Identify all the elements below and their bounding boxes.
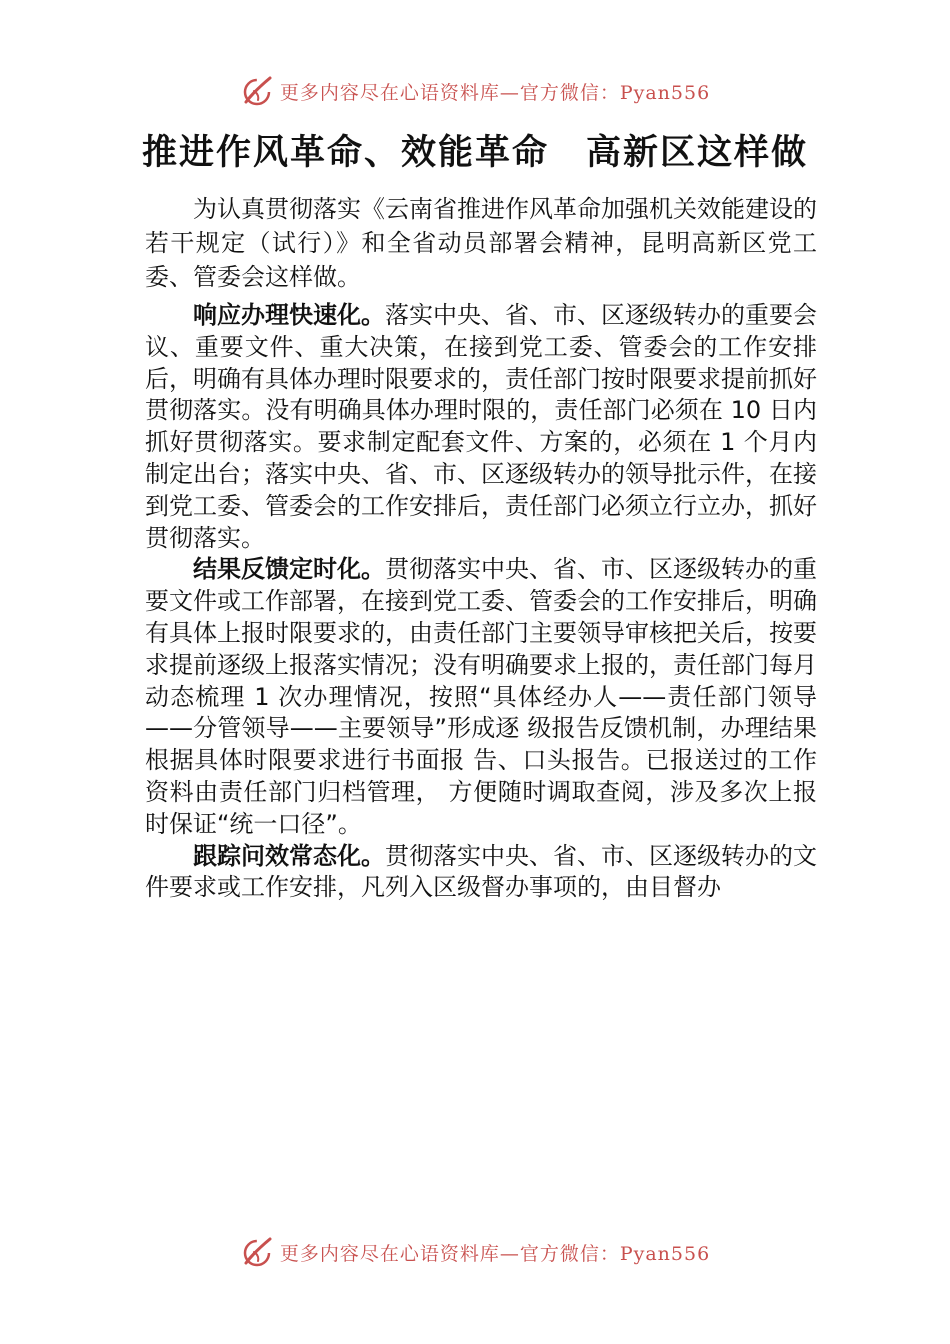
section-paragraph-1 [145,300,817,554]
watermark-header [0,74,950,108]
section-heading-1: 响应办理快速化。 [193,301,385,329]
section-paragraph-3 [145,841,817,905]
section-body-3: 贯彻落实中央、省、市、区逐级转办的文件要求或工作安排，凡列入区级督办事项的，由目督办 [145,841,817,902]
section-body-1: 落实中央、省、市、区逐级转办的重要会议、重要文件、重大决策，在接到党工委、管委会的工作安排后，明确有具体办理时限要求的，责任部门按时限要求提前抓好贯彻落实。没有明确具体办理时限的，责任部门必须在 10 日内抓好贯彻落实。要求制定配套文件、方案的，必须在 1 个月内制定出台；落实中央、省、市、区逐级转办的领导批示件，在接到党工委、管委会的工作安排后，责任部门必须立行立办，抓好贯彻落实。 [145,301,817,552]
intro-paragraph: 为认真贯彻落实《云南省推进作风革命加强机关效能建设的若干规定（试行）》和全省动员部署会精神，昆明高新区党工委、管委会这样做。 [145,195,817,291]
section-heading-3: 跟踪问效常态化。 [193,841,385,870]
section-body-2: 贯彻落实中央、省、市、区逐级转办的重要文件或工作部署，在接到党工委、管委会的工作安排后，明确有具体上报时限要求的，由责任部门主要领导审核把关后，按要求提前逐级上报落实情况；没有明确要求上报的，责任部门每月动态梳理 1 次办理情况，按照“具体经办人——责任部门领导——分管领导——主要领导”形成逐 级报告反馈机制，办理结果根据具体时限要求进行书面报 告、口头报告。已报送过的工作资料由责任部门归档管理， 方便随时调取查阅，涉及多次上报时保证“统一口径”。 [145,555,817,838]
document-body [145,192,817,904]
brush-logo-icon [240,1235,274,1269]
watermark-footer [0,1235,950,1269]
watermark-text: 更多内容尽在心语资料库—官方微信：Pyan556 [279,1242,711,1265]
page-title: 推进作风革命、效能革命 高新区这样做 [141,132,808,173]
section-heading-2: 结果反馈定时化。 [193,555,385,584]
section-paragraph-2 [145,554,817,840]
watermark-text: 更多内容尽在心语资料库—官方微信：Pyan556 [279,81,711,104]
brush-logo-icon [240,74,274,108]
